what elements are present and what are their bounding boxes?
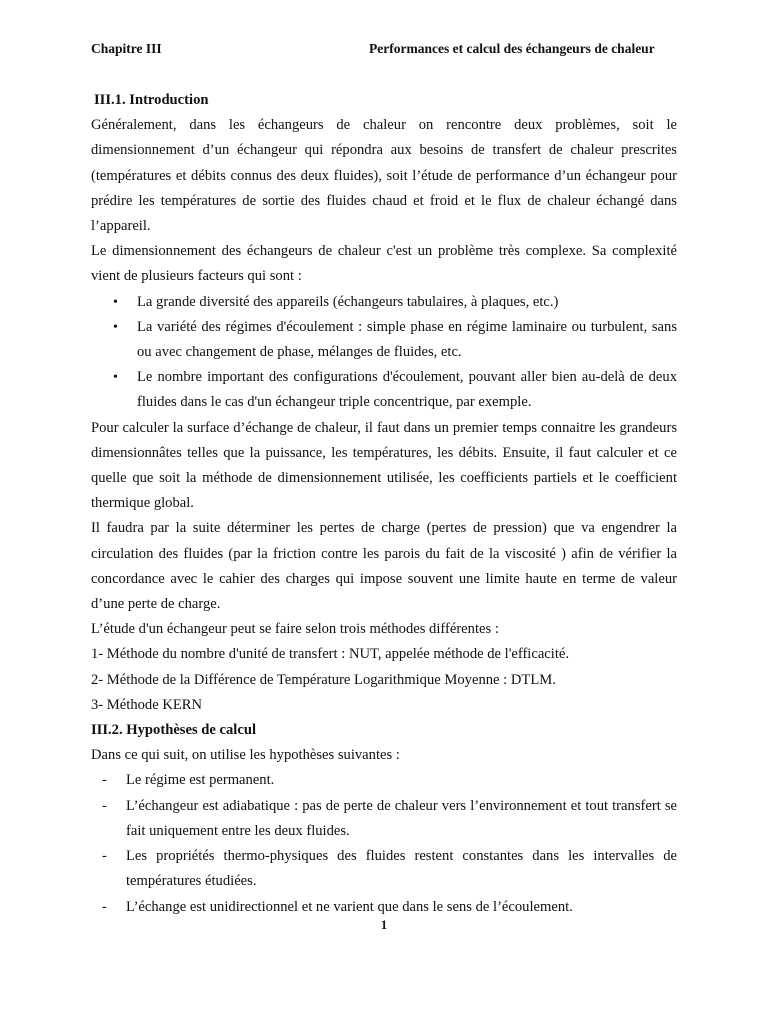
bullet-icon: • bbox=[113, 294, 118, 310]
paragraph: Dans ce qui suit, on utilise les hypothèses suivantes : bbox=[91, 747, 400, 764]
paragraph: L’étude d'un échangeur peut se faire selon trois méthodes différentes : bbox=[91, 621, 499, 638]
dash-marker: - bbox=[102, 848, 107, 865]
list-item-text: L’échange est unidirectionnel et ne varient que dans le sens de l’écoulement. bbox=[126, 898, 573, 915]
method-item: 1- Méthode du nombre d'unité de transfert : NUT, appelée méthode de l'efficacité. bbox=[91, 646, 570, 663]
section-heading-hypotheses: III.2. Hypothèses de calcul bbox=[91, 722, 256, 739]
list-item bbox=[102, 895, 677, 920]
page-number: 1 bbox=[380, 918, 388, 932]
method-item: 2- Méthode de la Différence de Température Logarithmique Moyenne : DTLM. bbox=[91, 671, 556, 688]
list-item bbox=[102, 794, 677, 844]
paragraph: Il faudra par la suite déterminer les pertes de charge (pertes de pression) que va engendrer la circulation des fluides (par la friction contre les parois du fait de la viscosité ) afin de vérifier la concordance avec le cahier des charges qui impose souvent une limite haute en terme de valeur d’une perte de charge. bbox=[91, 520, 677, 613]
dash-marker: - bbox=[102, 898, 107, 915]
list-item bbox=[102, 768, 677, 793]
list-item-text: Le régime est permanent. bbox=[126, 772, 275, 789]
paragraph: Le dimensionnement des échangeurs de chaleur c'est un problème très complexe. Sa complexité vient de plusieurs facteurs qui sont : bbox=[91, 243, 677, 285]
dash-marker: - bbox=[102, 772, 107, 789]
paragraph: Généralement, dans les échangeurs de chaleur on rencontre deux problèmes, soit le dimensionnement d’un échangeur qui répondra aux besoins de transfert de chaleur prescrites (températures et débits connus des deux fluides), soit l’étude de performance d’un échangeur pour prédire les températures de sortie des fluides chaud et froid et le flux de chaleur échangé dans l’appareil. bbox=[91, 117, 677, 235]
dash-list bbox=[91, 768, 677, 919]
paragraph: Pour calculer la surface d’échange de chaleur, il faut dans un premier temps connaitre les grandeurs dimensionnâtes telles que la puissance, les températures, les débits. Ensuite, il faut calculer et ce quelle que soit la méthode de dimensionnement utilisée, les coefficients partiels et le coefficient thermique global. bbox=[91, 419, 677, 512]
list-item-text: Les propriétés thermo-physiques des fluides restent constantes dans les intervalles de températures étudiées. bbox=[126, 848, 677, 890]
section-heading-introduction: III.1. Introduction bbox=[94, 92, 209, 108]
chapter-title: Performances et calcul des échangeurs de chaleur bbox=[369, 41, 655, 56]
list-item-text: L’échangeur est adiabatique : pas de perte de chaleur vers l’environnement et tout transfert se fait uniquement entre les deux fluides. bbox=[126, 797, 677, 839]
list-item-text: La grande diversité des appareils (échangeurs tabulaires, à plaques, etc.) bbox=[137, 293, 559, 310]
list-item bbox=[113, 365, 677, 415]
list-item-text: Le nombre important des configurations d'écoulement, pouvant aller bien au-delà de deux fluides dans le cas d'un échangeur triple concentrique, par exemple. bbox=[137, 369, 677, 411]
list-item bbox=[113, 290, 677, 315]
list-item bbox=[102, 844, 677, 894]
page-body bbox=[91, 88, 677, 920]
bullet-icon: • bbox=[113, 370, 118, 386]
list-item-text: La variété des régimes d'écoulement : simple phase en régime laminaire ou turbulent, sans ou avec changement de phase, mélanges de fluides, etc. bbox=[137, 318, 677, 361]
method-item: 3- Méthode KERN bbox=[91, 696, 203, 713]
bullet-list bbox=[91, 290, 677, 416]
chapter-label: Chapitre III bbox=[91, 41, 162, 56]
dash-marker: - bbox=[102, 797, 107, 814]
bullet-icon: • bbox=[113, 319, 118, 335]
list-item bbox=[113, 315, 677, 365]
